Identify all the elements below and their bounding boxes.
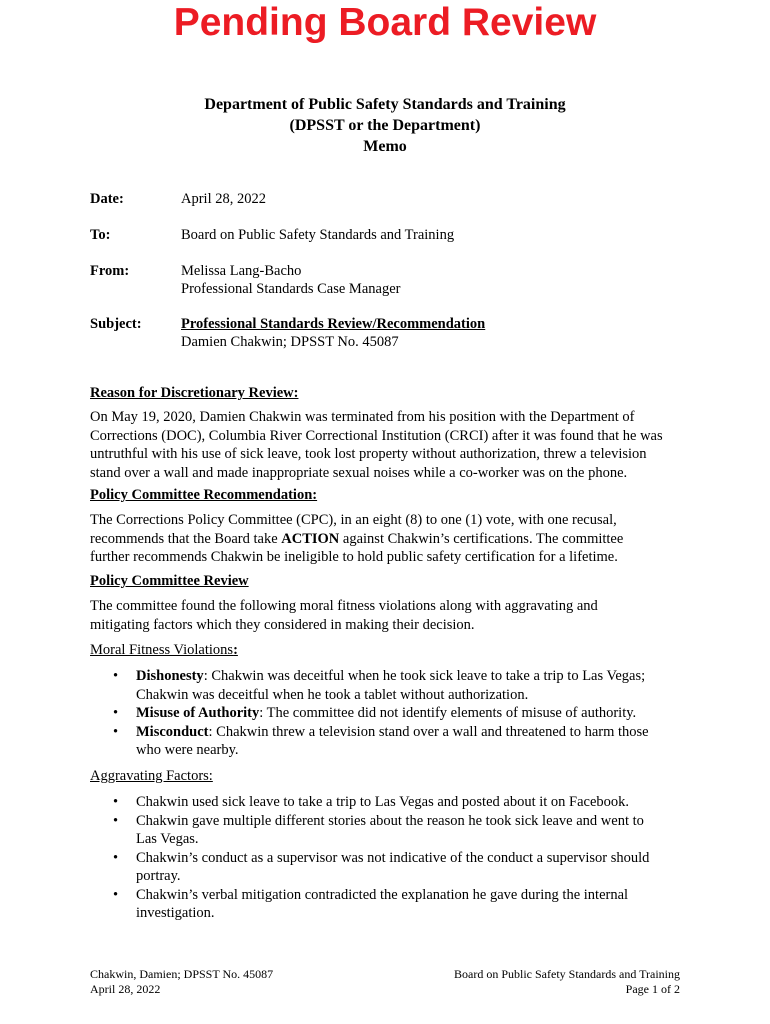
violations-label: Moral Fitness Violations: [90, 642, 238, 658]
recommendation-line: recommends that the Board take ACTION against Chakwin’s certifications. The committee [90, 530, 624, 547]
bullet-icon: • [113, 705, 119, 721]
pending-review-stamp: Pending Board Review [173, 1, 597, 44]
aggravating-label: Aggravating Factors: [90, 768, 213, 784]
list-item: • Chakwin’s conduct as a supervisor was not indicative of the conduct a supervisor should portray. [113, 849, 650, 884]
department-name: Department of Public Safety Standards and Training [204, 96, 566, 113]
reason-line: Corrections (DOC), Columbia River Correctional Institution (CRCI) after it was found that he was [90, 427, 663, 444]
recommendation-heading: Policy Committee Recommendation: [90, 487, 318, 503]
recommendation-line: The Corrections Policy Committee (CPC), in an eight (8) to one (1) vote, with one recusal, [90, 512, 617, 528]
action-keyword: ACTION [281, 530, 340, 547]
footer-date: April 28, 2022 [90, 982, 161, 996]
bullet-icon: • [113, 668, 119, 684]
date-value: April 28, 2022 [181, 191, 266, 207]
department-abbrev: (DPSST or the Department) [289, 117, 481, 134]
bullet-icon: • [113, 886, 119, 903]
aggravating-list [90, 793, 680, 923]
list-item: • Misuse of Authority: The committee did not identify elements of misuse of authority. [113, 705, 637, 721]
from-label: From: [90, 263, 130, 279]
reason-line: stand over a wall and made inappropriate sexual noises while a co-worker was on the phone. [90, 464, 628, 481]
subject-value [181, 315, 681, 351]
list-item: • Misconduct: Chakwin threw a television stand over a wall and threatened to harm those who were nearby. [113, 723, 649, 758]
violation-term: Dishonesty [136, 668, 204, 684]
bullet-icon: • [113, 812, 119, 829]
subject-label: Subject: [90, 316, 142, 332]
reason-heading: Reason for Discretionary Review: [90, 385, 299, 401]
from-name: Melissa Lang-Bacho [181, 263, 302, 279]
list-item: • Chakwin gave multiple different stories about the reason he took sick leave and went to Las Vegas. [113, 812, 644, 847]
violations-list [90, 667, 680, 760]
subject-title: Professional Standards Review/Recommendation [181, 316, 486, 332]
from-title: Professional Standards Case Manager [181, 281, 401, 297]
review-line: mitigating factors which they considered in making their decision. [90, 616, 475, 633]
list-item: • Dishonesty: Chakwin was deceitful when he took sick leave to take a trip to Las Vegas; Chakwin was deceitful when he took a tablet without authorization. [113, 668, 646, 703]
subject-detail: Damien Chakwin; DPSST No. 45087 [181, 334, 399, 350]
to-value: Board on Public Safety Standards and Training [181, 227, 455, 243]
footer-right [454, 967, 680, 997]
recommendation-paragraph [90, 511, 680, 567]
reason-line: untruthful with his use of sick leave, took lost property without authorization, threw a television [90, 446, 647, 462]
list-item: • Chakwin’s verbal mitigation contradicted the explanation he gave during the internal investigation. [113, 886, 629, 921]
review-line: The committee found the following moral fitness violations along with aggravating and [90, 598, 598, 614]
footer-left [90, 967, 273, 997]
memo-header [0, 94, 770, 157]
bullet-icon: • [113, 794, 119, 810]
violation-term: Misconduct [136, 723, 209, 740]
review-heading: Policy Committee Review [90, 573, 249, 589]
reason-line: On May 19, 2020, Damien Chakwin was terminated from his position with the Department of [90, 409, 635, 425]
date-label: Date: [90, 191, 124, 207]
bullet-icon: • [113, 849, 119, 866]
from-value [181, 262, 681, 298]
footer-board: Board on Public Safety Standards and Training [454, 967, 680, 981]
page-number: Page 1 of 2 [625, 982, 680, 996]
violation-term: Misuse of Authority [136, 705, 260, 721]
bullet-icon: • [113, 723, 119, 740]
memo-title: Memo [363, 138, 407, 155]
footer-case: Chakwin, Damien; DPSST No. 45087 [90, 967, 274, 981]
list-item: • Chakwin used sick leave to take a trip to Las Vegas and posted about it on Facebook. [113, 794, 630, 810]
recommendation-line: further recommends Chakwin be ineligible to hold public safety certification for a lifetime. [90, 549, 618, 565]
reason-paragraph [90, 408, 680, 482]
to-label: To: [90, 227, 111, 243]
review-paragraph [90, 597, 680, 634]
